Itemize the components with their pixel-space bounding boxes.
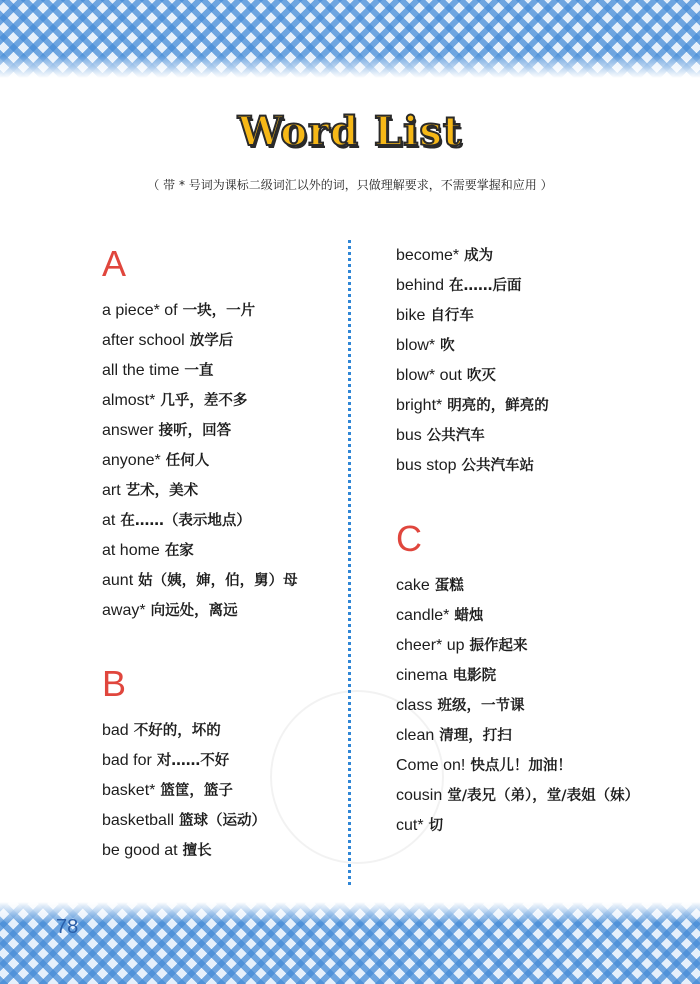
word-chinese: 一块，一片 <box>182 303 256 319</box>
word-entry <box>102 565 298 595</box>
word-entry <box>396 420 639 450</box>
word-english: art <box>102 482 121 499</box>
word-english: bus stop <box>396 457 457 474</box>
word-english: after school <box>102 332 185 349</box>
word-english: Come on! <box>396 757 466 774</box>
word-chinese: 明亮的，鲜亮的 <box>447 398 549 414</box>
word-chinese: 几乎，差不多 <box>160 393 248 409</box>
word-english: bad for <box>102 752 152 769</box>
word-chinese: 蜡烛 <box>454 608 484 624</box>
word-entry <box>396 240 639 270</box>
word-entry <box>102 355 298 385</box>
word-entry <box>102 505 298 535</box>
section-b-list <box>102 715 298 865</box>
section-a-list <box>102 295 298 625</box>
word-chinese: 放学后 <box>189 333 234 349</box>
word-chinese: 一直 <box>184 363 214 379</box>
word-entry <box>396 660 639 690</box>
word-entry <box>102 295 298 325</box>
word-entry <box>396 600 639 630</box>
word-english: a piece* of <box>102 302 178 319</box>
word-chinese: 篮筐，篮子 <box>160 783 233 799</box>
word-entry <box>102 805 298 835</box>
word-entry <box>102 415 298 445</box>
word-chinese: 自行车 <box>430 308 474 324</box>
word-english: become* <box>396 247 460 264</box>
word-entry <box>102 325 298 355</box>
word-english: cut* <box>396 817 424 834</box>
word-chinese: 篮球（运动） <box>179 813 267 829</box>
word-entry <box>102 475 298 505</box>
page-number: 78 <box>56 916 79 938</box>
word-chinese: 快点儿！加油！ <box>470 758 572 774</box>
top-gingham-band <box>0 0 700 78</box>
word-entry <box>396 810 639 840</box>
word-english: cinema <box>396 667 448 684</box>
word-chinese: 擅长 <box>182 843 212 859</box>
word-entry <box>396 630 639 660</box>
bottom-gingham-band <box>0 902 700 984</box>
section-b-list-continued <box>396 240 639 480</box>
word-entry <box>396 570 639 600</box>
word-chinese: 向远处，离远 <box>150 603 238 619</box>
word-entry <box>102 745 298 775</box>
word-english: anyone* <box>102 452 161 469</box>
word-chinese: 不好的，坏的 <box>133 723 221 739</box>
word-chinese: 公共汽车站 <box>461 458 534 474</box>
word-entry <box>396 270 639 300</box>
word-english: cake <box>396 577 430 594</box>
word-english: cheer* up <box>396 637 465 654</box>
word-entry <box>102 775 298 805</box>
word-chinese: 吹灭 <box>466 368 496 384</box>
page-title: Word List <box>237 108 463 155</box>
left-column <box>102 238 298 865</box>
word-english: basket* <box>102 782 156 799</box>
word-chinese: 清理，打扫 <box>439 728 512 744</box>
word-entry <box>102 535 298 565</box>
section-letter-c: C <box>396 518 422 559</box>
word-entry <box>396 690 639 720</box>
word-english: cousin <box>396 787 443 804</box>
word-chinese: 在……后面 <box>449 278 522 294</box>
word-chinese: 切 <box>428 818 444 834</box>
word-english: bus <box>396 427 422 444</box>
word-chinese: 接听，回答 <box>158 423 232 439</box>
word-chinese: 成为 <box>464 248 494 264</box>
word-english: almost* <box>102 392 156 409</box>
word-entry <box>396 300 639 330</box>
word-english: aunt <box>102 572 134 589</box>
word-english: clean <box>396 727 435 744</box>
section-c-list <box>396 570 639 840</box>
word-entry <box>102 835 298 865</box>
word-english: basketball <box>102 812 175 829</box>
section-spacer <box>396 480 639 513</box>
word-chinese: 吹 <box>440 338 455 354</box>
word-chinese: 公共汽车 <box>426 428 485 444</box>
usage-note: （ 带 * 号词为课标二级词汇以外的词，只做理解要求，不需要掌握和应用 ） <box>147 178 553 192</box>
section-letter-b: B <box>102 663 127 704</box>
word-english: away* <box>102 602 146 619</box>
word-english: be good at <box>102 842 178 859</box>
word-entry <box>102 385 298 415</box>
word-english: bike <box>396 307 426 324</box>
word-chinese: 电影院 <box>452 668 497 684</box>
word-chinese: 振作起来 <box>469 638 528 654</box>
word-english: at home <box>102 542 160 559</box>
word-english: all the time <box>102 362 180 379</box>
word-english: behind <box>396 277 445 294</box>
word-entry <box>396 720 639 750</box>
column-divider <box>348 240 351 885</box>
word-chinese: 任何人 <box>165 453 210 469</box>
right-column <box>396 240 639 840</box>
word-entry <box>396 780 639 810</box>
word-chinese: 艺术，美术 <box>125 483 199 499</box>
section-spacer <box>102 625 298 658</box>
word-entry <box>396 330 639 360</box>
word-english: class <box>396 697 433 714</box>
word-english: bright* <box>396 397 443 414</box>
section-letter-a: A <box>102 243 127 284</box>
word-entry <box>396 750 639 780</box>
word-chinese: 堂/表兄（弟），堂/表姐（妹） <box>447 788 640 804</box>
word-entry <box>396 390 639 420</box>
word-chinese: 在家 <box>164 543 194 559</box>
word-english: bad <box>102 722 129 739</box>
word-chinese: 班级，一节课 <box>437 698 525 714</box>
word-entry <box>102 715 298 745</box>
word-chinese: 蛋糕 <box>434 578 464 594</box>
word-entry <box>396 450 639 480</box>
word-english: blow* <box>396 337 436 354</box>
word-english: candle* <box>396 607 450 624</box>
word-chinese: 对……不好 <box>156 753 230 769</box>
word-chinese: 在……（表示地点） <box>120 513 251 529</box>
word-english: blow* out <box>396 367 462 384</box>
word-entry <box>396 360 639 390</box>
word-chinese: 姑（姨，婶，伯，舅）母 <box>138 573 298 589</box>
word-entry <box>102 595 298 625</box>
word-entry <box>102 445 298 475</box>
word-english: answer <box>102 422 154 439</box>
word-english: at <box>102 512 116 529</box>
